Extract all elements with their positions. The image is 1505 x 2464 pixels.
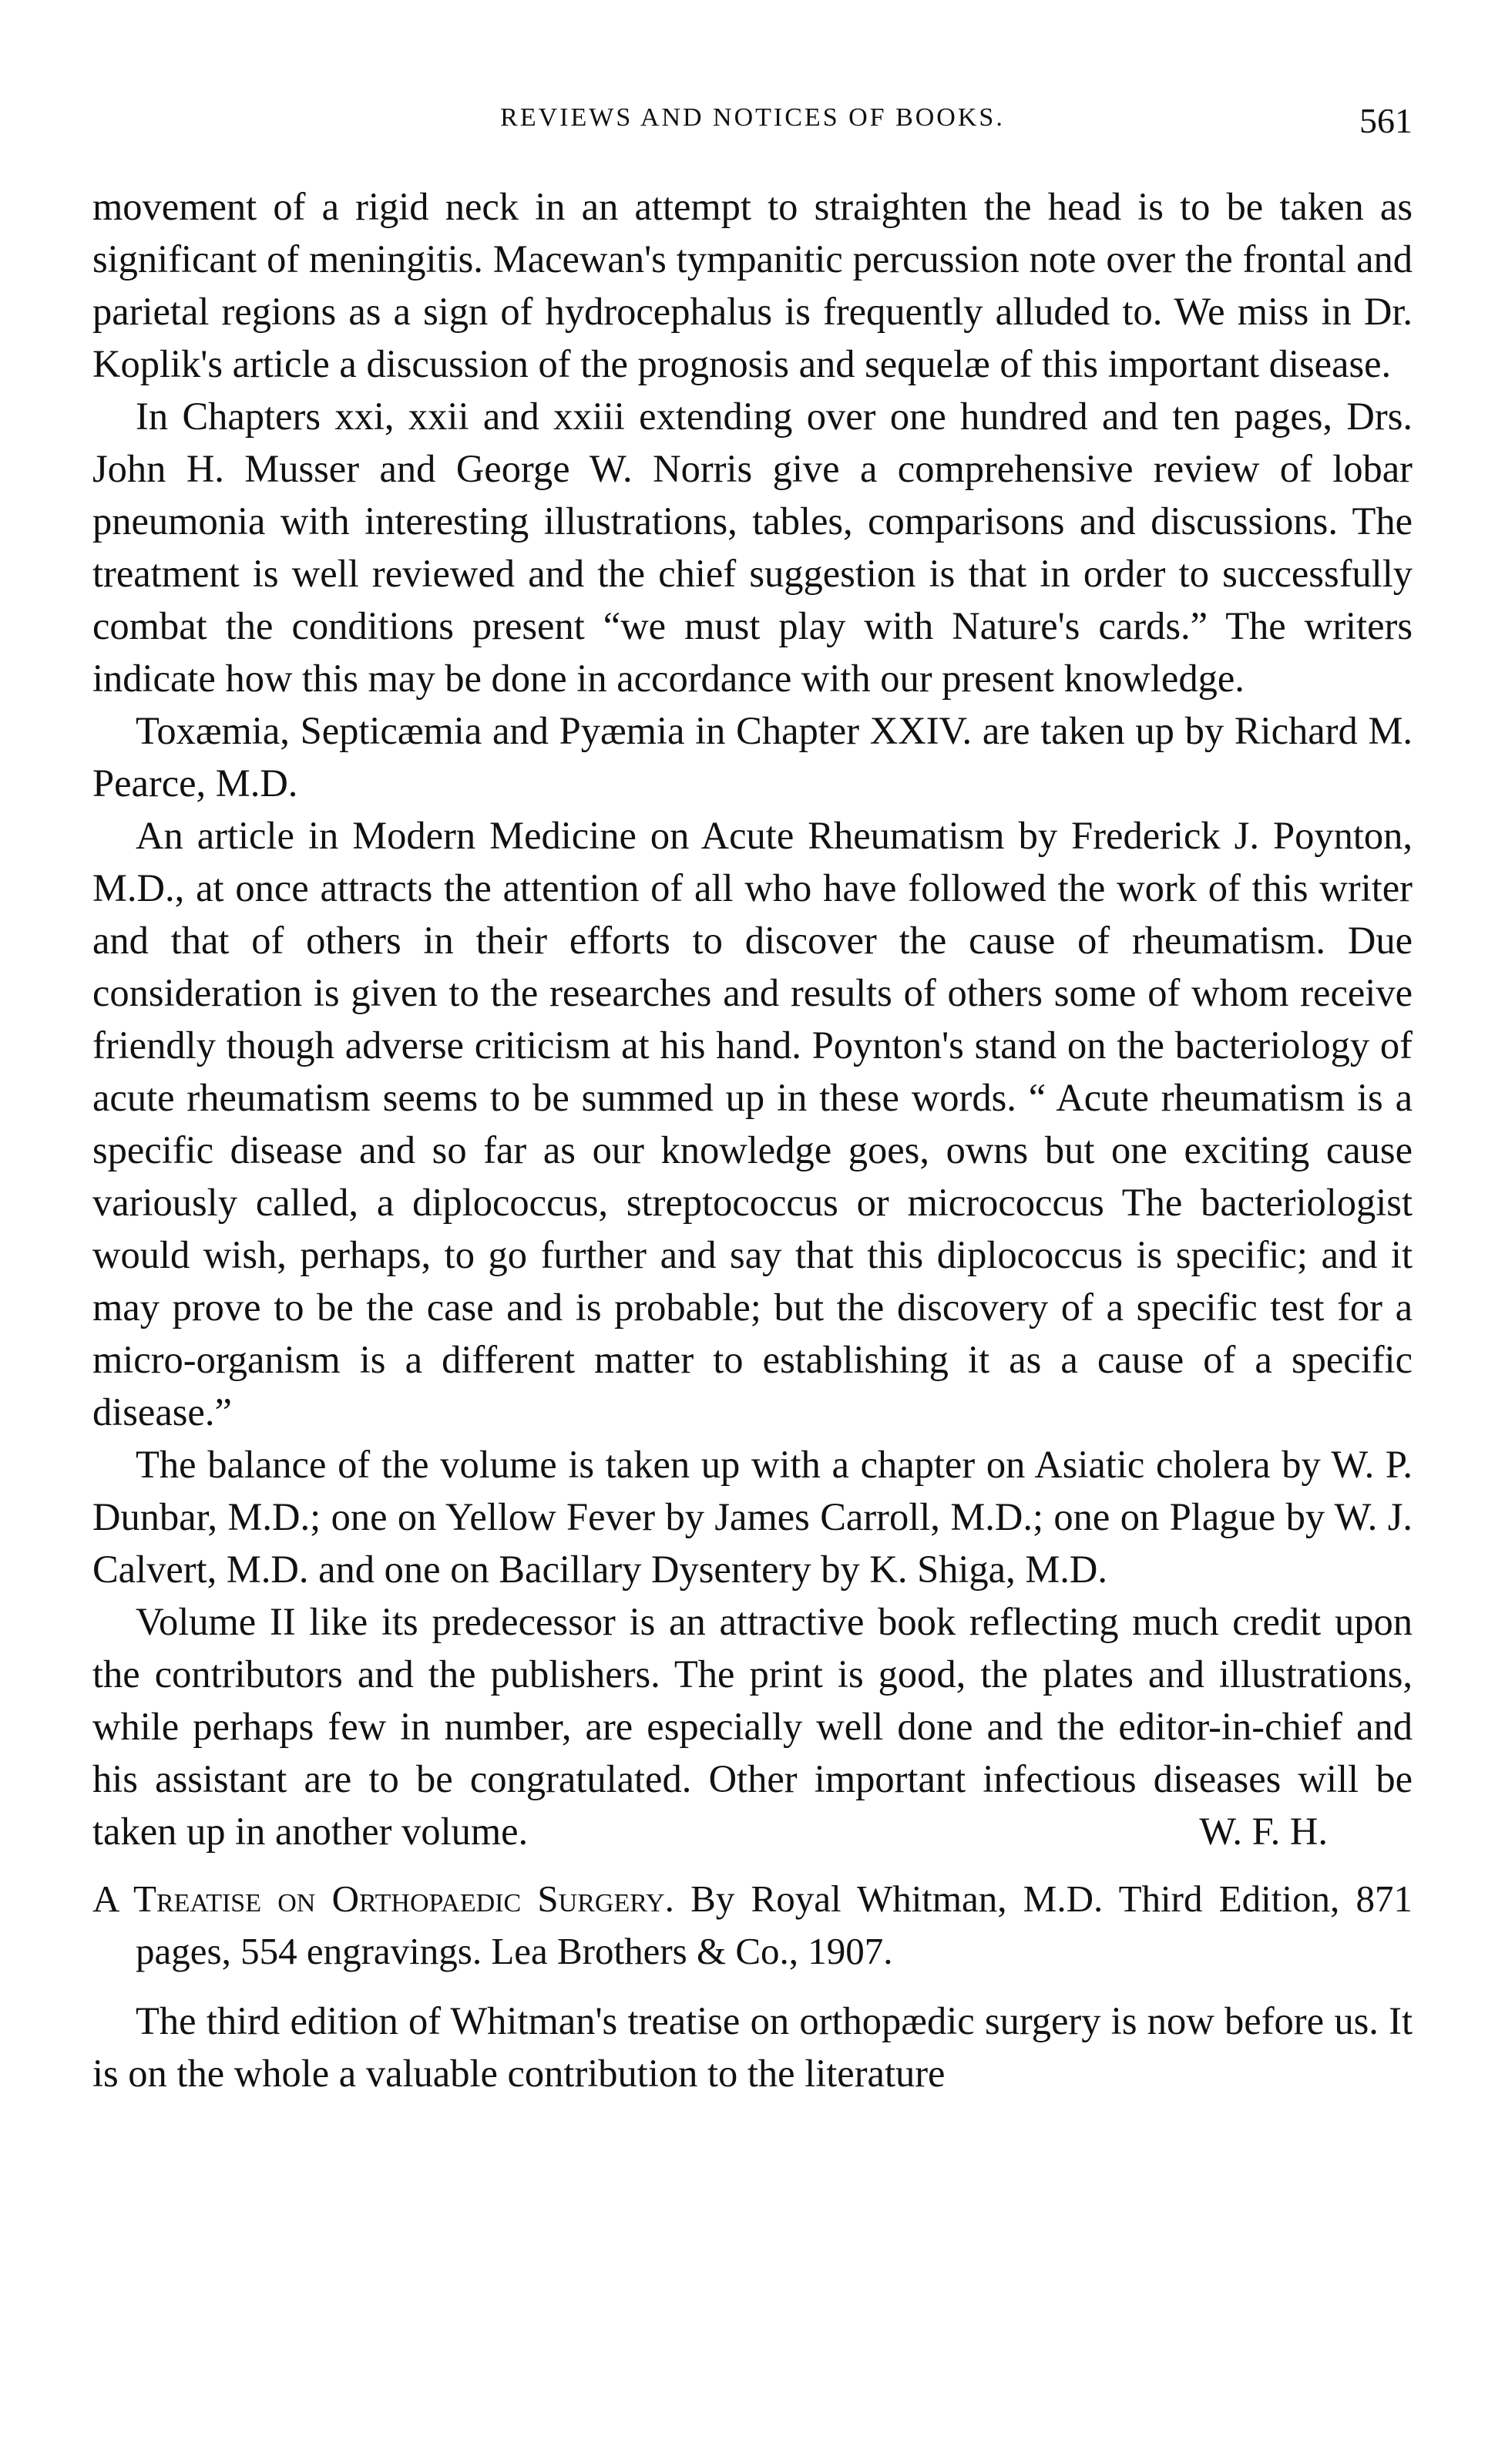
paragraph-volume-two: Volume II like its predecessor is an attractive book reflecting much credit upon the contributors and the publishers. The print is good, the plates and illustrations, while perhaps few in number, are especially well done and the editor-in-chief and his assistant are to be congratulated. Other important infectious diseases will be taken up in another volume.	[92, 1600, 1413, 1853]
reviewer-signature: W. F. H.	[1199, 1810, 1328, 1853]
section-divider	[92, 1857, 1413, 1864]
paragraph-volume-balance: The balance of the volume is taken up with a chapter on Asiatic cholera by W. P. Dunbar, M.D.; one on Yellow Fever by James Carroll, M.D.; one on Plague by W. J. Calvert, M.D. and one on Bacillary Dysentery by K. Shiga, M.D.	[92, 1443, 1413, 1591]
paragraph-pneumonia: In Chapters xxi, xxii and xxiii extending over one hundred and ten pages, Drs. John H. Musser and George W. Norris give a comprehensive review of lobar pneumonia with interesting illustrations, tables, comparisons and discussions. The treatment is well reviewed and the chief suggestion is that in order to successfully combat the conditions present “we must play with Nature's cards.” The writers indicate how this may be done in accordance with our present knowledge.	[92, 395, 1413, 700]
review-gap	[92, 1978, 1413, 1995]
review-book-details: Third Edition, 871 pages, 554 engravings. Lea Brothers & Co., 1907.	[136, 1877, 1413, 1972]
page-number: 561	[1359, 101, 1413, 140]
paragraph-whitman-review: The third edition of Whitman's treatise on orthopædic surgery is now before us. It is on the whole a valuable contribution to the literature	[92, 1999, 1413, 2095]
paragraph-meningitis: movement of a rigid neck in an attempt to straighten the head is to be taken as significant of meningitis. Macewan's tympanitic percussion note over the frontal and parietal regions as a sign of hydrocephalus is frequently alluded to. We miss in Dr. Koplik's article a discussion of the prognosis and sequelæ of this important disease.	[92, 185, 1413, 385]
book-page	[92, 100, 1413, 2099]
running-head	[92, 100, 1413, 150]
review-heading	[92, 1873, 1413, 1978]
paragraph-rheumatism: An article in Modern Medicine on Acute Rheumatism by Frederick J. Poynton, M.D., at once attracts the attention of all who have followed the work of this writer and that of others in their efforts to discover the cause of rheumatism. Due consideration is given to the researches and results of others some of whom receive friendly though adverse criticism at his hand. Poynton's stand on the bacteriology of acute rheumatism seems to be summed up in these words. “ Acute rheumatism is a specific disease and so far as our knowledge goes, owns but one exciting cause variously called, a diplococcus, streptococcus or micrococcus The bacteriologist would wish, perhaps, to go further and say that this diplococcus is specific; and it may prove to be the case and is probable; but the discovery of a specific test for a micro-organism is a different matter to establishing it as a cause of a specific disease.”	[92, 814, 1413, 1434]
running-title: REVIEWS AND NOTICES OF BOOKS.	[500, 103, 1005, 132]
review-book-author: By Royal Whitman, M.D.	[690, 1877, 1104, 1920]
review-book-title: A Treatise on Orthopaedic Surgery.	[92, 1877, 674, 1920]
paragraph-toxaemia: Toxæmia, Septicæmia and Pyæmia in Chapter XXIV. are taken up by Richard M. Pearce, M.D.	[92, 709, 1413, 805]
